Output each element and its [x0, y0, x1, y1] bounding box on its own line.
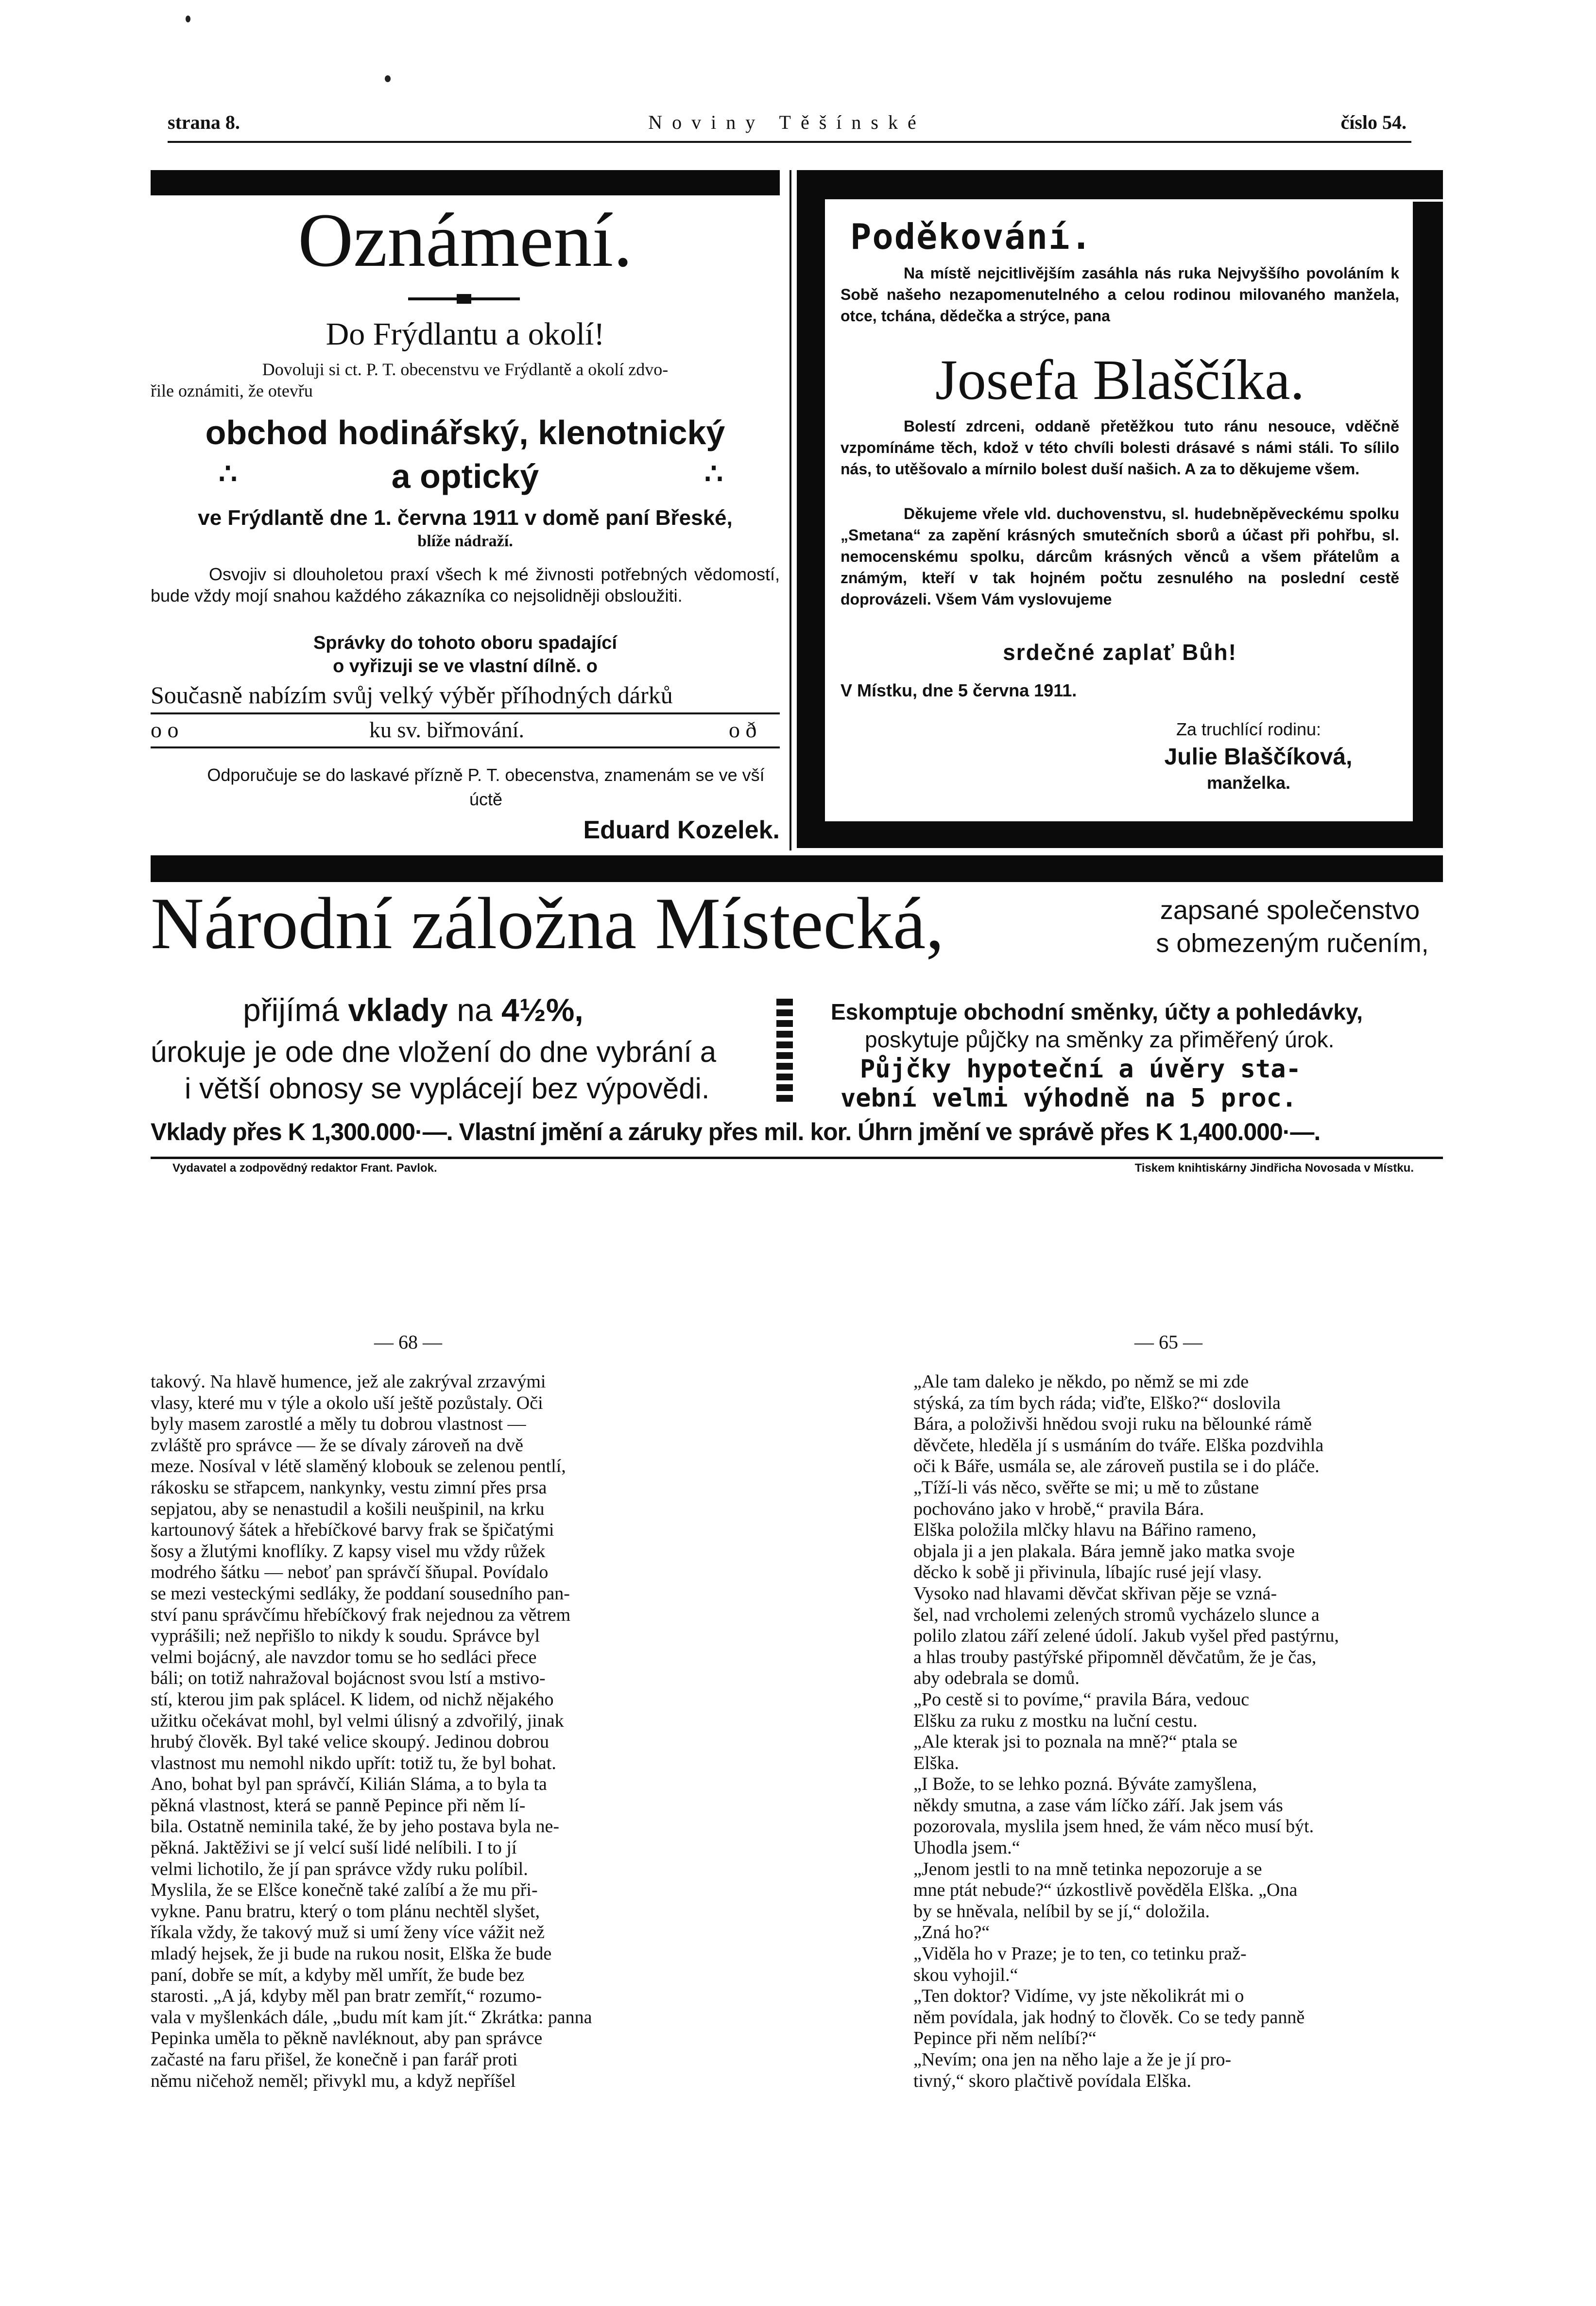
deposit-word: vklady — [348, 992, 448, 1028]
novel-line: pochováno jako v hrobě,“ pravila Bára. — [913, 1498, 1204, 1519]
shop-line1: obchod hodinářský, klenotnický — [205, 414, 725, 451]
announcement-ad — [151, 170, 780, 848]
novel-line: Bára, a položivši hnědou svoji ruku na bělounké rámě — [913, 1414, 1312, 1435]
novel-line: modrého šátku — neboť pan správčí šňupal. Povídalo — [151, 1562, 549, 1583]
novel-right-column — [913, 1371, 1448, 2092]
thanks-paragraph1: Na místě nejcitlivějším zasáhla nás ruka Nejvyššího povoláním k Sobě našeho nezapomenutelného a celou rodinou milovaného manžela, otce, tchána, dědečka a strýce, pana — [841, 264, 1399, 325]
novel-line: báli; on totiž nahražoval bojácnost svou lstí a mstivo- — [151, 1668, 546, 1689]
novel-line: říkala vždy, že takový muž si umí ženy více vážit než — [151, 1922, 545, 1943]
totals-line: Vklady přes K 1,300.000·—. Vlastní jmění a záruky přes mil. kor. Úhrn jmění ve správě přes K 1,400.000·—. — [151, 1118, 1321, 1145]
novel-line: „Ale kterak jsi to poznala na mně?“ ptala se — [913, 1732, 1237, 1752]
novel-line: „Zná ho?“ — [913, 1922, 990, 1943]
left-page-number: — 68 — — [374, 1331, 442, 1353]
frame-left — [797, 170, 825, 848]
thanks-ad — [797, 170, 1443, 848]
shop-line2: a optický — [391, 457, 539, 495]
novel-line: kartounový šátek a hřebíčkové barvy frak se špičatými — [151, 1520, 554, 1541]
novel-line: děcko k sobě ji přivinula, líbajíc rusé její vlasy. — [913, 1562, 1262, 1583]
novel-line: „Ale tam daleko je někdo, po němž se mi zde — [913, 1371, 1249, 1392]
deceased-name: Josefa Blaščíka. — [935, 348, 1305, 412]
novel-line: mladý hejsek, že ji bude na rukou nosit, Elška že bude — [151, 1943, 552, 1964]
novel-line: „I Bože, to se lehko pozná. Býváte zamyšlena, — [913, 1774, 1257, 1795]
novel-line: skou vyhojil.“ — [913, 1964, 1018, 1985]
novel-line: takový. Na hlavě humence, jež ale zakrýval zrzavými — [151, 1371, 546, 1392]
novel-line: „Tíží-li vás něco, svěřte se mi; u mě to zůstane — [913, 1477, 1259, 1498]
printer-imprint: Tiskem knihtiskárny Jindřicha Novosada v Místku. — [1134, 1162, 1414, 1175]
novel-line: velmi bojácný, ale navzdor tomu se ho sedláci přece — [151, 1647, 537, 1667]
thanks-title: Poděkování. — [850, 216, 1093, 257]
novel-line: Pepince při něm nelíbí?“ — [913, 2028, 1097, 2049]
page-label: strana 8. — [168, 111, 240, 133]
ad-title: Oznámení. — [298, 198, 633, 283]
deposit-line — [243, 991, 583, 1028]
interest-line1: úrokuje je ode dne vložení do dne vybrání a — [151, 1036, 717, 1068]
deposit-rate: 4½%, — [501, 992, 583, 1028]
ad-subtitle: Do Frýdlantu a okolí! — [326, 316, 605, 352]
novel-line: paní, dobře se mít, a kdyby měl umřít, že bude bez — [151, 1964, 525, 1985]
signer-role: manželka. — [1206, 773, 1291, 793]
novel-line: Elška. — [913, 1752, 959, 1773]
novel-line: bila. Ostatně neminila také, že by jeho postava byla ne- — [151, 1816, 559, 1837]
newspaper-title: Noviny Těšínské — [648, 111, 926, 133]
novel-line: němu ničehož neměl; přivykl mu, a když nepříšel — [151, 2070, 516, 2091]
novel-line: vlasy, které mu v týle a okolo uší ještě pozůstaly. Oči — [151, 1392, 543, 1413]
novel-line: hrubý člověk. Byl také velice skoupý. Jedinou dobrou — [151, 1732, 549, 1752]
signature: Eduard Kozelek. — [583, 816, 780, 844]
novel-line: velmi lichotilo, že jí pan správce vždy ruku políbil. — [151, 1858, 528, 1879]
ad-intro-line2: řile oznámiti, že otevřu — [151, 381, 313, 400]
thanks-paragraph2: Bolestí zdrceni, oddaně přetěžkou tuto ránu nesouce, vděčně vzpomínáme těch, kdož v této chvíli bolesti drásavé s námi stáli. To sílilo nás, to utěšovalo a mírnilo bolest duší našich. A za to děkujeme všem. — [841, 417, 1399, 478]
novel-line: Myslila, že se Elšce konečně také zalíbí a že mu při- — [151, 1880, 538, 1901]
mortgage-line1: Půjčky hypoteční a úvěry sta- — [860, 1055, 1301, 1084]
novel-line: „Jenom jestli to na mně tetinka nepozoruje a se — [913, 1858, 1262, 1879]
novel-line: pozorovala, myslila jsem hned, že vám něco musí být. — [913, 1816, 1314, 1837]
ad-body: Osvojiv si dlouholetou praxí všech k mé živnosti potřebných vědomostí, bude vždy mojí snahou každého zákazníka co nejsolidněji obsloužiti. — [151, 564, 780, 606]
novel-line: Uhodla jsem.“ — [913, 1838, 1020, 1858]
novel-line: pěkná vlastnost, která se panně Pepince při něm lí- — [151, 1795, 526, 1816]
novel-line: by se hněvala, nelíbil by se jí,“ doložila. — [913, 1901, 1210, 1922]
novel-line: starosti. „A já, kdyby měl pan bratr zemřít,“ rozumo- — [151, 1986, 542, 2007]
punch-hole-mark — [385, 75, 391, 82]
ornament-center — [457, 294, 471, 304]
novel-line: vykne. Panu bratru, který o tom plánu nechtěl slyšet, — [151, 1901, 540, 1922]
novel-line: oči k Báře, usmála se, ale zároveň pustila se i do pláče. — [913, 1456, 1320, 1477]
occasion-right: o ð — [729, 717, 757, 742]
novel-line: objala ji a jen plakala. Bára jemně jako matka svoje — [913, 1541, 1295, 1561]
issue-number: číslo 54. — [1340, 111, 1407, 133]
novel-line: Elšku za ruku z mostku na luční cestu. — [913, 1710, 1198, 1731]
location-sub: blíže nádraží. — [417, 532, 513, 550]
novel-line: polilo zlatou září zelené údolí. Jakub vyšel před pastýrnu, — [913, 1626, 1339, 1647]
occasion-left: o o — [151, 717, 179, 742]
novel-line: vlastnost mu nemohl nikdo upřít: totiž tu, že byl bohat. — [151, 1752, 556, 1773]
novel-line: ství panu správčímu hřebíčkový frak nejednou za větrem — [151, 1604, 571, 1625]
location-line: ve Frýdlantě dne 1. června 1911 v domě paní Břeské, — [198, 506, 733, 530]
interest-line2: i větší obnosy se vyplácejí bez výpovědi. — [185, 1072, 710, 1105]
novel-line: sepjatou, aby se nenastudil a košili neušpinil, na krku — [151, 1498, 545, 1519]
novel-line: šel, nad vrcholemi zelených stromů vycházelo slunce a — [913, 1604, 1320, 1625]
novel-line: šosy a žlutými knoflíky. Z kapsy visel mu vždy růžek — [151, 1541, 546, 1561]
novel-line: stýská, za tím bych ráda; viďte, Elško?“ doslovila — [913, 1392, 1281, 1413]
novel-line: meze. Nosíval v létě slaměný klobouk se zelenou pentlí, — [151, 1456, 566, 1477]
running-head — [168, 111, 1407, 140]
novel-line: „Po cestě si to povíme,“ pravila Bára, vedouc — [913, 1689, 1250, 1710]
bank-title: Národní záložna Místecká, — [151, 883, 944, 964]
blessing-line: srdečné zaplať Bůh! — [1003, 640, 1237, 665]
family-label: Za truchlící rodinu: — [1176, 719, 1321, 739]
novel-line: stí, kterou jim pak splácel. K lidem, od nichž nějakého — [151, 1689, 554, 1710]
novel-line: mne ptát nebude?“ úzkostlivě pověděla Elška. „Ona — [913, 1880, 1298, 1901]
right-page-number: — 65 — — [1134, 1331, 1202, 1353]
punch-hole-mark — [186, 16, 190, 22]
novel-line: Vysoko nad hlavami děvčat skřivan pěje se vzná- — [913, 1583, 1277, 1604]
repairs-line1: Správky do tohoto oboru spadající — [313, 633, 617, 653]
novel-line: zvláště pro správce — že se dívaly zároveň na dvě — [151, 1435, 524, 1456]
novel-line: „Nevím; ona jen na něho laje a že je jí pro- — [913, 2049, 1232, 2070]
deposit-mid: na — [457, 992, 493, 1028]
novel-line: rákosku se střapcem, nankynky, vestu zimní přes prsa — [151, 1477, 547, 1498]
frame-right — [1413, 202, 1443, 848]
frame-top — [797, 170, 1443, 199]
date-line: V Místku, dne 5 června 1911. — [841, 680, 1077, 700]
novel-line: Ano, bohat byl pan správčí, Kilián Sláma, a to byla ta — [151, 1774, 547, 1795]
novel-line: „Viděla ho v Praze; je to ten, co tetinku praž- — [913, 1943, 1247, 1964]
ad-top-bar — [151, 170, 780, 195]
thanks-paragraph3: Děkujeme vřele vld. duchovenstvu, sl. hudebněpěveckému spolku „Smetana“ za zapění krásných smutečních sborů a účast při pohřbu, sl. nemocenskému spolku, dárcům krásných věnců a všem přátelům a známým, kteří v tak hojném počtu zesnulého na poslední cestě doprovázeli. Všem Vám vyslovujeme — [841, 505, 1399, 608]
bank-note-line1: zapsané společenstvo — [1160, 896, 1420, 925]
bank-note-line2: s obmezeným ručením, — [1156, 929, 1429, 958]
head-rule — [168, 141, 1411, 143]
ad-intro-line1: Dovoluji si ct. P. T. obecenstvu ve Frýdlantě a okolí zdvo- — [262, 360, 669, 379]
novel-line: Elška položila mlčky hlavu na Bářino rameno, — [913, 1520, 1256, 1541]
novel-line: „Ten doktor? Vidíme, vy jste několikrát mi o — [913, 1986, 1244, 2007]
novel-line: byly masem zarostlé a měly tu dobrou vlastnost — — [151, 1414, 526, 1435]
novel-line: něm povídala, jak hodný to člověk. Co se tedy panně — [913, 2007, 1305, 2028]
novel-line: tivný,“ skoro plačtivě povídala Elška. — [913, 2070, 1191, 2091]
bank-bottom-rule — [151, 1157, 1443, 1159]
novel-line: někdy smutna, a zase vám líčko září. Jak jsem vás — [913, 1795, 1283, 1816]
novel-line: děvčete, hleděla jí s usmáním do tváře. Elška pozdvihla — [913, 1435, 1324, 1456]
novel-line: užitku očekávat mohl, byl velmi úlisný a zdvořilý, jinak — [151, 1710, 564, 1731]
discount-line1: Eskomptuje obchodní směnky, účty a pohledávky, — [831, 999, 1363, 1024]
occasion-text: ku sv. biřmování. — [369, 717, 524, 742]
discount-line2: poskytuje půjčky na směnky za přiměřený úrok. — [865, 1027, 1335, 1052]
novel-line: se mezi vesteckými sedláky, že poddaní sousedního pan- — [151, 1583, 570, 1604]
closing-text: Odporučuje se do laskavé přízně P. T. obecenstva, znamenám se ve vší úctě — [207, 765, 765, 809]
novel-left-column — [151, 1371, 685, 2092]
mortgage-line2: vební velmi výhodně na 5 proc. — [841, 1084, 1297, 1113]
signer-name: Julie Blaščíková, — [1164, 744, 1353, 770]
novel-line: a hlas trouby pastýřské připomněl děvčatům, že je čas, — [913, 1647, 1317, 1667]
novel-line: pěkná. Jaktěživi se jí velcí suší lidé nelíbili. I to jí — [151, 1838, 517, 1858]
novel-line: začasté na faru přišel, že konečně i pan farář proti — [151, 2049, 518, 2070]
column-divider — [789, 170, 791, 850]
occasion-rule — [151, 746, 780, 748]
shop-mark-right: ∴ — [704, 457, 723, 490]
novel-line: vala v myšlenkách dále, „budu mít kam jít.“ Zkrátka: panna — [151, 2007, 592, 2028]
deposit-prefix: přijímá — [243, 992, 340, 1028]
ornament-column — [776, 999, 793, 1103]
publisher-imprint: Vydavatel a zodpovědný redaktor Frant. Pavlok. — [172, 1162, 437, 1175]
novel-line: vyprášili; než nepřišlo to nikdy k soudu. Správce byl — [151, 1626, 540, 1647]
bank-ad — [151, 870, 1443, 1152]
novel-line: aby odebrala se domů. — [913, 1668, 1080, 1689]
offer-line: Současně nabízím svůj velký výběr příhodných dárků — [151, 681, 673, 709]
repairs-line2: o vyřizuji se ve vlastní dílně. o — [333, 656, 598, 676]
novel-line: Pepinka uměla to pěkně navléknout, aby pan správce — [151, 2028, 543, 2049]
frame-bottom — [797, 821, 1443, 848]
shop-mark-left: ∴ — [219, 457, 238, 490]
offer-rule — [151, 712, 780, 714]
